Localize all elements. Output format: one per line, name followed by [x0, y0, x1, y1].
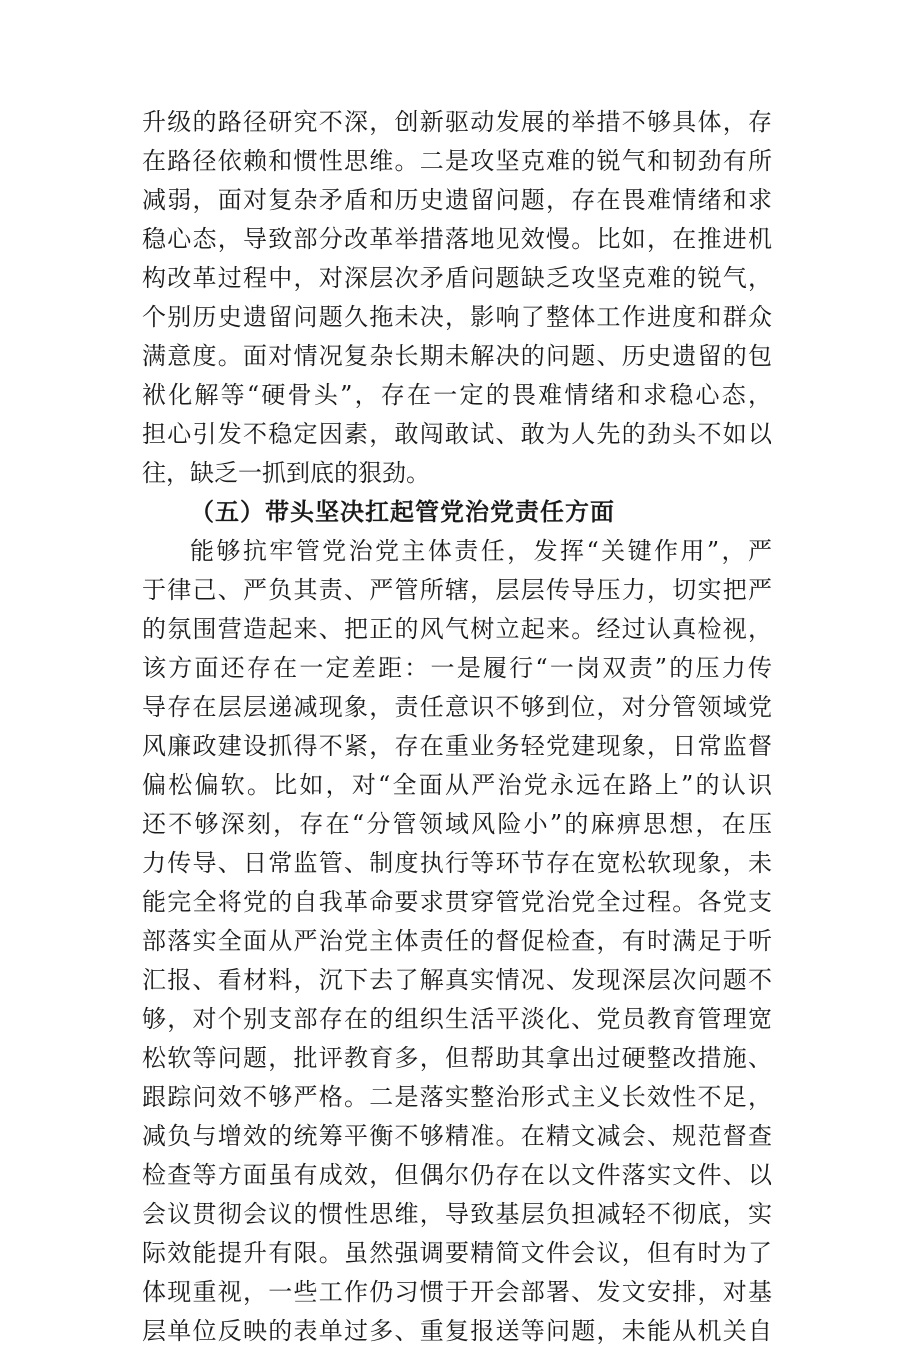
document-body: [142, 103, 772, 1351]
body-line: 该方面还存在一定差距：一是履行“一岗双责”的压力传: [142, 654, 772, 682]
body-line: 减负与增效的统筹平衡不够精准。在精文减会、规范督查: [142, 1122, 772, 1150]
body-line: 汇报、看材料，沉下去了解真实情况、发现深层次问题不: [142, 966, 772, 994]
body-line: 往，缺乏一抓到底的狠劲。: [142, 459, 430, 487]
body-line: 升级的路径研究不深，创新驱动发展的举措不够具体，存: [142, 108, 772, 136]
body-line: 稳心态，导致部分改革举措落地见效慢。比如，在推进机: [142, 225, 772, 253]
body-line: 于律己、严负其责、严管所辖，层层传导压力，切实把严: [142, 576, 772, 604]
body-line: 力传导、日常监管、制度执行等环节存在宽松软现象，未: [142, 849, 772, 877]
body-line: 偏松偏软。比如，对“全面从严治党永远在路上”的认识: [142, 771, 772, 799]
body-line: 体现重视，一些工作仍习惯于开会部署、发文安排，对基: [142, 1278, 772, 1306]
body-line: 还不够深刻，存在“分管领域风险小”的麻痹思想，在压: [142, 810, 772, 838]
body-line: 层单位反映的表单过多、重复报送等问题，未能从机关自: [142, 1317, 772, 1345]
body-line: 够，对个别支部存在的组织生活平淡化、党员教育管理宽: [142, 1005, 772, 1033]
body-line: 担心引发不稳定因素，敢闯敢试、敢为人先的劲头不如以: [142, 420, 772, 448]
body-line: 导存在层层递减现象，责任意识不够到位，对分管领域党: [142, 693, 772, 721]
body-line: 减弱，面对复杂矛盾和历史遗留问题，存在畏难情绪和求: [142, 186, 772, 214]
body-line: 跟踪问效不够严格。二是落实整治形式主义长效性不足，: [142, 1083, 772, 1111]
body-line: 部落实全面从严治党主体责任的督促检查，有时满足于听: [142, 927, 772, 955]
body-line: 会议贯彻会议的惯性思维，导致基层负担减轻不彻底，实: [142, 1200, 772, 1228]
body-line: 的氛围营造起来、把正的风气树立起来。经过认真检视，: [142, 615, 772, 643]
body-line: 满意度。面对情况复杂长期未解决的问题、历史遗留的包: [142, 342, 772, 370]
body-line: 风廉政建设抓得不紧，存在重业务轻党建现象，日常监督: [142, 732, 772, 760]
body-line: 际效能提升有限。虽然强调要精简文件会议，但有时为了: [142, 1239, 772, 1267]
section-heading: （五）带头坚决扛起管党治党责任方面: [190, 498, 615, 526]
body-line: 个别历史遗留问题久拖未决，影响了整体工作进度和群众: [142, 303, 772, 331]
body-line: 构改革过程中，对深层次矛盾问题缺乏攻坚克难的锐气，: [142, 264, 772, 292]
body-line: 能完全将党的自我革命要求贯穿管党治党全过程。各党支: [142, 888, 772, 916]
body-line: 检查等方面虽有成效，但偶尔仍存在以文件落实文件、以: [142, 1161, 772, 1189]
paragraph-first-line: 能够抗牢管党治党主体责任，发挥“关键作用”，严: [190, 537, 772, 565]
body-line: 在路径依赖和惯性思维。二是攻坚克难的锐气和韧劲有所: [142, 147, 772, 175]
body-line: 袱化解等“硬骨头”，存在一定的畏难情绪和求稳心态，: [142, 381, 772, 409]
body-line: 松软等问题，批评教育多，但帮助其拿出过硬整改措施、: [142, 1044, 772, 1072]
